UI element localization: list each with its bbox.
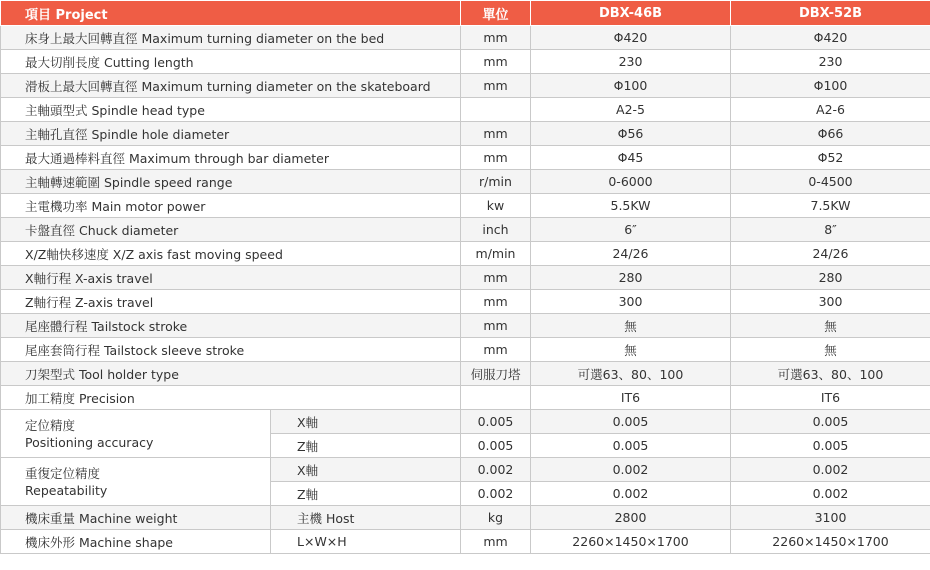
repeatability-label: [1, 458, 271, 506]
row-value-b: Φ100: [731, 74, 930, 98]
row-item: 尾座體行程 Tailstock stroke: [1, 314, 461, 338]
positioning-axis: Z軸: [271, 434, 461, 458]
shape-value-b: 2260×1450×1700: [731, 530, 930, 554]
weight-value-b: 3100: [731, 506, 930, 530]
row-value-a: Φ56: [531, 122, 731, 146]
table-row: [1, 50, 930, 74]
positioning-value-b: 0.005: [731, 434, 930, 458]
weight-sub: 主機 Host: [271, 506, 461, 530]
row-unit: mm: [461, 122, 531, 146]
table-row: [1, 266, 930, 290]
repeatability-label-en: Repeatability: [25, 482, 108, 498]
header-project: 項目 Project: [1, 1, 461, 26]
row-value-b: 230: [731, 50, 930, 74]
row-unit: m/min: [461, 242, 531, 266]
row-item: 主軸轉速範圍 Spindle speed range: [1, 170, 461, 194]
row-value-a: 5.5KW: [531, 194, 731, 218]
row-unit: mm: [461, 266, 531, 290]
table-row: [1, 314, 930, 338]
positioning-value-a: 0.005: [531, 434, 731, 458]
row-value-b: 8″: [731, 218, 930, 242]
shape-sub: L×W×H: [271, 530, 461, 554]
table-row-shape: [1, 530, 930, 554]
table-row: [1, 170, 930, 194]
row-item: X/Z軸快移速度 X/Z axis fast moving speed: [1, 242, 461, 266]
row-value-a: Φ45: [531, 146, 731, 170]
row-item: 滑板上最大回轉直徑 Maximum turning diameter on the skateboard: [1, 74, 461, 98]
row-value-a: Φ420: [531, 26, 731, 50]
positioning-value-a: 0.005: [531, 410, 731, 434]
header-model-b: DBX-52B: [731, 1, 930, 26]
row-value-b: Φ52: [731, 146, 930, 170]
header-row: [1, 1, 930, 26]
table-header: [1, 1, 930, 26]
positioning-unit: 0.005: [461, 434, 531, 458]
table-row: [1, 98, 930, 122]
row-unit: kw: [461, 194, 531, 218]
row-item: 加工精度 Precision: [1, 386, 461, 410]
row-value-b: 無: [731, 314, 930, 338]
weight-unit: kg: [461, 506, 531, 530]
row-value-b: 7.5KW: [731, 194, 930, 218]
table-row: [1, 362, 930, 386]
row-unit: [461, 386, 531, 410]
positioning-label: [1, 410, 271, 458]
shape-item: 機床外形 Machine shape: [1, 530, 271, 554]
table-row-weight: [1, 506, 930, 530]
table-row: [1, 242, 930, 266]
row-unit: inch: [461, 218, 531, 242]
row-value-a: IT6: [531, 386, 731, 410]
row-item: 刀架型式 Tool holder type: [1, 362, 461, 386]
row-unit: mm: [461, 338, 531, 362]
row-value-b: A2-6: [731, 98, 930, 122]
weight-item: 機床重量 Machine weight: [1, 506, 271, 530]
header-model-a: DBX-46B: [531, 1, 731, 26]
row-unit: 伺服刀塔: [461, 362, 531, 386]
repeatability-value-b: 0.002: [731, 458, 930, 482]
row-value-b: 24/26: [731, 242, 930, 266]
row-value-a: 可選63、80、100: [531, 362, 731, 386]
table-row: [1, 386, 930, 410]
row-value-a: A2-5: [531, 98, 731, 122]
row-item: 最大通過棒料直徑 Maximum through bar diameter: [1, 146, 461, 170]
positioning-axis: X軸: [271, 410, 461, 434]
positioning-value-b: 0.005: [731, 410, 930, 434]
row-value-a: 230: [531, 50, 731, 74]
row-unit: [461, 98, 531, 122]
row-item: 最大切削長度 Cutting length: [1, 50, 461, 74]
row-value-a: 0-6000: [531, 170, 731, 194]
row-value-b: IT6: [731, 386, 930, 410]
table-row: [1, 122, 930, 146]
row-item: 主軸頭型式 Spindle head type: [1, 98, 461, 122]
table-body: [1, 26, 930, 554]
row-unit: mm: [461, 146, 531, 170]
row-item: 床身上最大回轉直徑 Maximum turning diameter on the bed: [1, 26, 461, 50]
table-row: [1, 218, 930, 242]
row-unit: mm: [461, 290, 531, 314]
repeatability-value-a: 0.002: [531, 458, 731, 482]
repeatability-axis: Z軸: [271, 482, 461, 506]
row-unit: mm: [461, 50, 531, 74]
positioning-unit: 0.005: [461, 410, 531, 434]
header-unit: 單位: [461, 1, 531, 26]
positioning-label-en: Positioning accuracy: [25, 434, 154, 450]
table-row-repeatability-x: [1, 458, 930, 482]
row-value-a: 無: [531, 338, 731, 362]
weight-value-a: 2800: [531, 506, 731, 530]
row-item: 尾座套筒行程 Tailstock sleeve stroke: [1, 338, 461, 362]
row-unit: mm: [461, 314, 531, 338]
row-value-b: Φ66: [731, 122, 930, 146]
table-row-positioning-x: [1, 410, 930, 434]
row-value-a: 280: [531, 266, 731, 290]
row-unit: mm: [461, 74, 531, 98]
repeatability-value-b: 0.002: [731, 482, 930, 506]
table-row: [1, 290, 930, 314]
row-unit: r/min: [461, 170, 531, 194]
row-value-b: 無: [731, 338, 930, 362]
row-item: X軸行程 X-axis travel: [1, 266, 461, 290]
shape-unit: mm: [461, 530, 531, 554]
repeatability-unit: 0.002: [461, 458, 531, 482]
row-item: 卡盤直徑 Chuck diameter: [1, 218, 461, 242]
row-item: 主軸孔直徑 Spindle hole diameter: [1, 122, 461, 146]
row-item: 主電機功率 Main motor power: [1, 194, 461, 218]
row-item: Z軸行程 Z-axis travel: [1, 290, 461, 314]
row-value-b: 可選63、80、100: [731, 362, 930, 386]
shape-value-a: 2260×1450×1700: [531, 530, 731, 554]
table-row: [1, 194, 930, 218]
row-value-b: Φ420: [731, 26, 930, 50]
positioning-label-cn: 定位精度: [25, 417, 76, 433]
row-value-b: 300: [731, 290, 930, 314]
row-unit: mm: [461, 26, 531, 50]
row-value-a: 6″: [531, 218, 731, 242]
table-row: [1, 338, 930, 362]
row-value-a: 無: [531, 314, 731, 338]
repeatability-axis: X軸: [271, 458, 461, 482]
row-value-a: 300: [531, 290, 731, 314]
row-value-a: 24/26: [531, 242, 731, 266]
row-value-a: Φ100: [531, 74, 731, 98]
table-row: [1, 26, 930, 50]
table-row: [1, 146, 930, 170]
repeatability-label-cn: 重復定位精度: [25, 465, 101, 481]
table-row: [1, 74, 930, 98]
row-value-b: 280: [731, 266, 930, 290]
repeatability-unit: 0.002: [461, 482, 531, 506]
row-value-b: 0-4500: [731, 170, 930, 194]
repeatability-value-a: 0.002: [531, 482, 731, 506]
